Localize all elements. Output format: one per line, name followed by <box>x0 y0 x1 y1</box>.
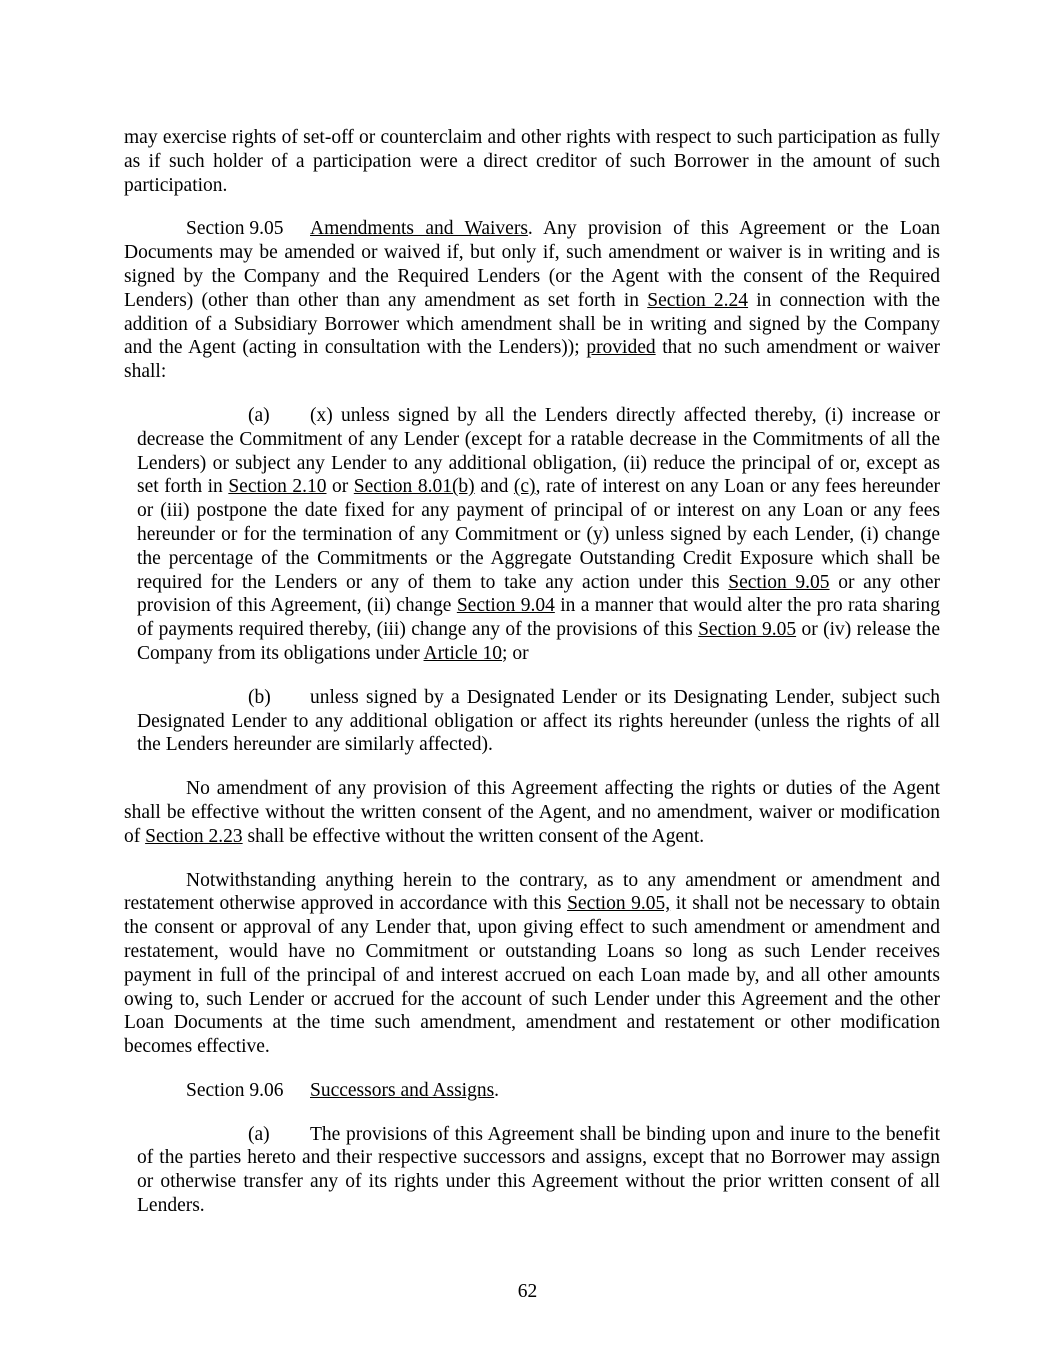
clause-b-label: (b) <box>248 686 271 708</box>
provided-term: provided <box>586 337 656 359</box>
clause-b-paragraph <box>137 686 940 757</box>
clause-a-text-3: and <box>474 476 514 498</box>
agent-consent-paragraph <box>124 777 940 848</box>
ref-section-9-04: Section 9.04 <box>456 595 555 617</box>
section-9-06-a-text: The provisions of this Agreement shall be binding upon and inure to the benefit of the parties hereto and their respective successors and assigns, except that no Borrower may assign or otherwise transfer any of its rights under this Agreement without the prior written consent of all Lenders. <box>137 1123 940 1217</box>
section-9-05-text-1: . Any provision of this Agreement or the Loan Documents may be amended or waived if, but only if, such amendment or waiver is in writing and is signed by the Company and the Required Lenders (or the Agent with the consent of the Required Lenders) (other than other than any amendment as set forth in <box>124 218 940 311</box>
section-9-05-text-2: in connection with the addition of a Subsidiary Borrower which amendment shall be in writing and signed by the Company and the Agent (acting in consultation with the Lenders)); <box>124 289 941 359</box>
clause-a-text-1: (x) unless signed by all the Lenders directly affected thereby, (i) increase or decrease the Commitment of any Lender (except for a ratable decrease in the Commitments of all the Lenders) or subject any Lender to any additional obligation, (ii) reduce the principal of or, except as set forth in <box>137 404 940 498</box>
ref-section-2-23: Section 2.23 <box>145 825 243 847</box>
document-page <box>124 126 940 1238</box>
ref-section-2-24: Section 2.24 <box>647 289 749 311</box>
section-9-06-period: . <box>494 1079 500 1101</box>
participation-text: may exercise rights of set-off or counterclaim and other rights with respect to such participation as fully as if such holder of a participation were a direct creditor of such Borrower in the amount of such participation. <box>124 127 940 196</box>
section-9-05-number: Section 9.05 <box>186 218 284 240</box>
section-9-06-heading <box>124 1079 940 1103</box>
participation-paragraph <box>124 126 940 197</box>
notwithstanding-paragraph <box>124 869 940 1059</box>
ref-section-9-05-c: Section 9.05, <box>567 893 671 915</box>
ref-section-9-05-a: Section 9.05 <box>728 571 830 593</box>
clause-a-label: (a) <box>248 404 270 426</box>
ref-article-10: Article 10 <box>423 642 503 664</box>
section-9-06-number: Section 9.06 <box>186 1079 284 1101</box>
clause-a-text-5: or any other provision of this Agreement, (ii) change <box>137 571 940 617</box>
section-9-05-title: Amendments and Waivers <box>310 218 528 240</box>
section-9-05-text-3: that no such amendment or waiver shall: <box>124 337 941 383</box>
notwithstanding-text-1: Notwithstanding anything herein to the contrary, as to any amendment or amendment and restatement otherwise approved in accordance with this <box>124 869 940 915</box>
ref-section-9-05-b: Section 9.05 <box>698 619 797 641</box>
agent-consent-text-2: shall be effective without the written consent of the Agent. <box>242 825 705 847</box>
notwithstanding-text-2: it shall not be necessary to obtain the consent or approval of any Lender that, upon giving effect to such amendment or amendment and restatement, would have no Commitment or outstanding Loans so long as such Lender receives payment in full of the principal of and interest accrued on each Loan made by, and all other amounts owing to, such Lender or accrued for the account of such Lender under this Agreement and the other Loan Documents at the time such amendment, amendment and restatement or other modification becomes effective. <box>124 893 941 1058</box>
section-9-05-paragraph <box>124 217 940 384</box>
section-9-06-a-label: (a) <box>248 1123 270 1145</box>
clause-a-text-8: ; or <box>502 642 529 664</box>
ref-section-2-10: Section 2.10 <box>228 476 327 498</box>
ref-c: (c) <box>513 476 536 498</box>
clause-b-text: unless signed by a Designated Lender or its Designating Lender, subject such Designated Lender to any additional obligation or affect its rights hereunder (unless the rights of all the Lenders hereunder are similarly affected). <box>137 686 940 756</box>
page-number: 62 <box>517 1281 538 1302</box>
section-9-06-clause-a <box>137 1123 940 1218</box>
clause-a-text-2: or <box>326 476 354 498</box>
clause-a-paragraph <box>137 404 940 666</box>
clause-a-text-7: or (iv) release the Company from its obligations under <box>137 619 941 664</box>
agent-consent-text-1: No amendment of any provision of this Agreement affecting the rights or duties of the Agent shall be effective without the written consent of the Agent, and no amendment, waiver or modification of <box>124 778 940 847</box>
clause-a-text-6: in a manner that would alter the pro rata sharing of payments required thereby, (iii) change any of the provisions of this <box>137 595 940 641</box>
clause-a-text-4: , rate of interest on any Loan or any fees hereunder or (iii) postpone the date fixed for any payment of principal of or interest on any Loan or any fees hereunder or for the termination of any Commitment or (y) unless signed by each Lender, (i) change the percentage of the Commitments or the Aggregate Outstanding Credit Exposure which shall be required for the Lenders or any of them to take any action under this <box>137 476 941 593</box>
ref-section-8-01b: Section 8.01(b) <box>353 476 475 498</box>
section-9-06-title: Successors and Assigns <box>310 1079 495 1101</box>
